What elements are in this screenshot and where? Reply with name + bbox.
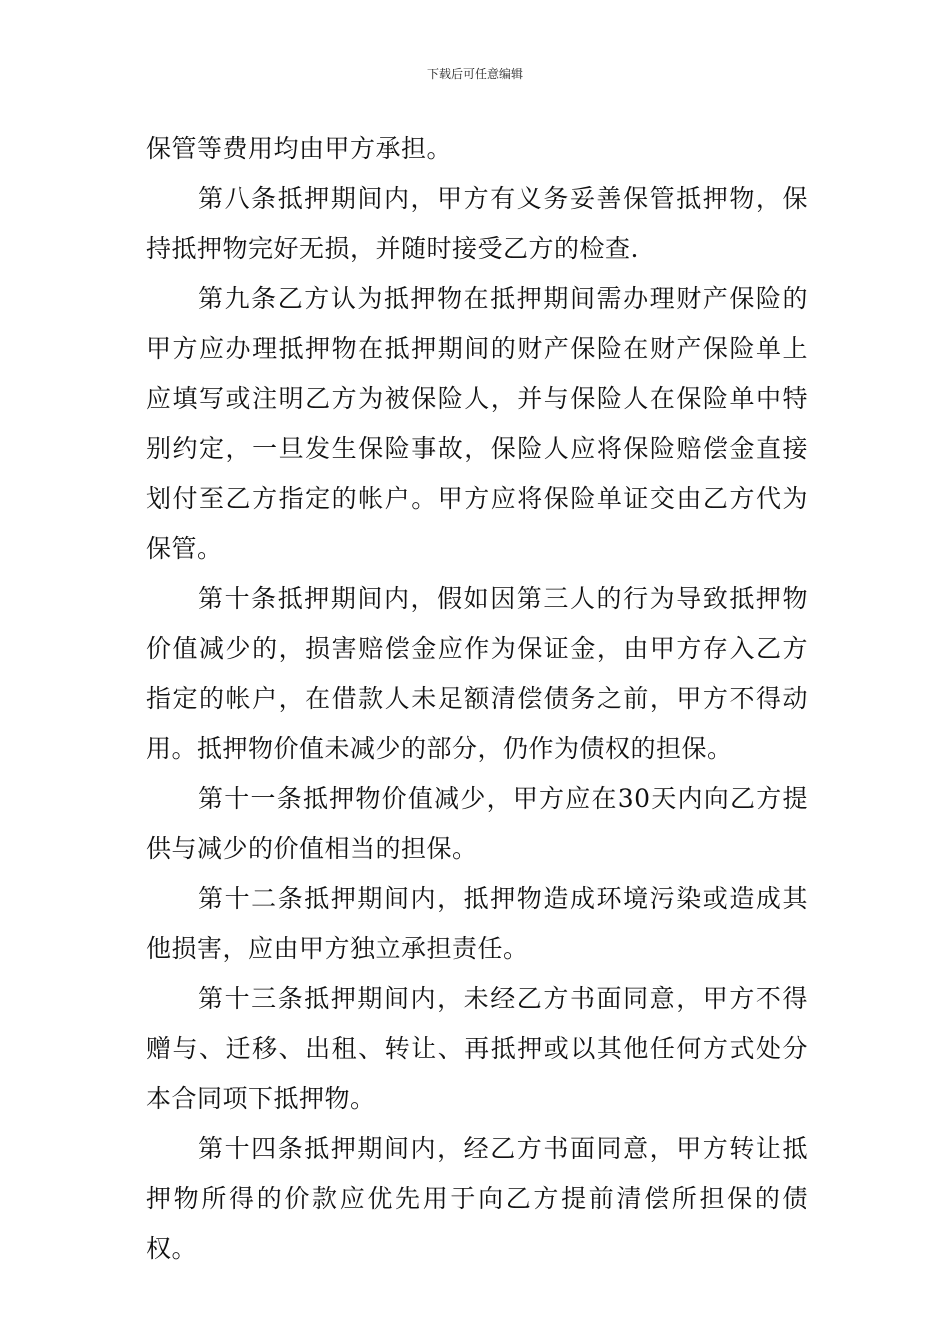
article-8-paragraph: 第八条抵押期间内，甲方有义务妥善保管抵押物，保持抵押物完好无损，并随时接受乙方的检查. <box>146 184 808 263</box>
article-9-paragraph: 第九条乙方认为抵押物在抵押期间需办理财产保险的甲方应办理抵押物在抵押期间的财产保险在财产保险单上应填写或注明乙方为被保险人，并与保险人在保险单中特别约定，一旦发生保险事故，保险人应将保险赔偿金直接划付至乙方指定的帐户。甲方应将保险单证交由乙方代为保管。 <box>146 284 808 563</box>
page-header: 下载后可任意编辑 <box>426 67 523 81</box>
paragraph-continuation: 保管等费用均由甲方承担。 <box>146 134 453 163</box>
article-12-paragraph: 第十二条抵押期间内，抵押物造成环境污染或造成其他损害，应由甲方独立承担责任。 <box>146 884 808 963</box>
article-14-paragraph: 第十四条抵押期间内，经乙方书面同意，甲方转让抵押物所得的价款应优先用于向乙方提前清偿所担保的债权。 <box>146 1134 808 1263</box>
article-11-paragraph: 第十一条抵押物价值减少，甲方应在30天内向乙方提供与减少的价值相当的担保。 <box>146 784 808 863</box>
article-13-paragraph: 第十三条抵押期间内，未经乙方书面同意，甲方不得赠与、迁移、出租、转让、再抵押或以其他任何方式处分本合同项下抵押物。 <box>146 984 808 1113</box>
document-body <box>146 124 808 1274</box>
article-10-paragraph: 第十条抵押期间内，假如因第三人的行为导致抵押物价值减少的，损害赔偿金应作为保证金，由甲方存入乙方指定的帐户，在借款人未足额清偿债务之前，甲方不得动用。抵押物价值未减少的部分，仍作为债权的担保。 <box>146 584 808 763</box>
